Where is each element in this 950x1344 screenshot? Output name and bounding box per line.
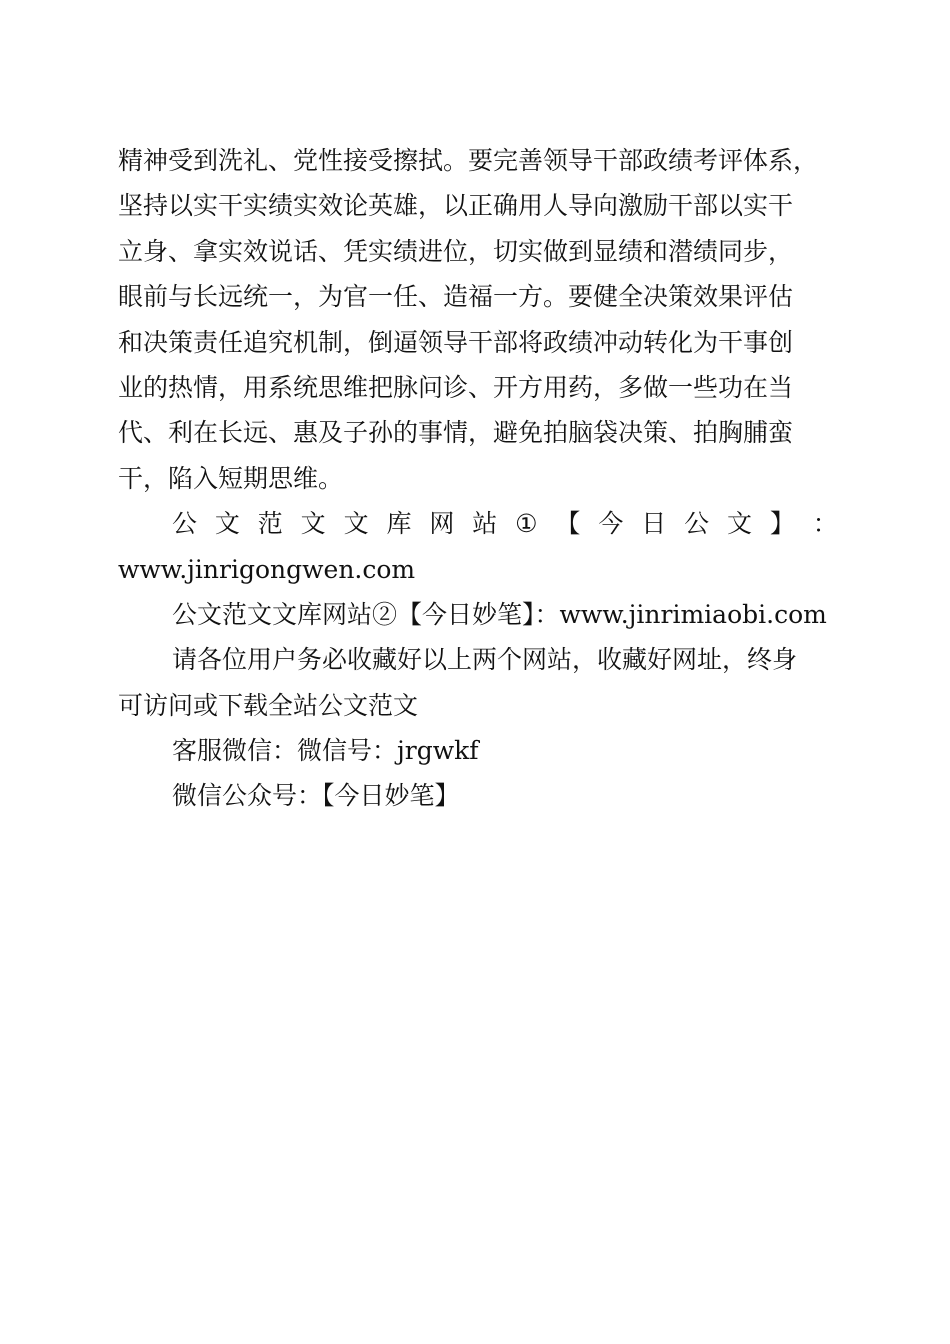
site1-url: www.jinrigongwen.com [118, 554, 416, 584]
site1-char: 公 [684, 509, 710, 539]
body-line-4: 眼前与长远统一，为官一任、造福一方。要健全决策效果评估 [118, 282, 794, 312]
body-line-6: 业的热情，用系统思维把脉问诊、开方用药，多做一些功在当 [118, 372, 794, 402]
site1-char: 库 [386, 509, 412, 539]
site1-char: 日 [641, 509, 667, 539]
notice-line-2: 可访问或下载全站公文范文 [118, 690, 419, 720]
body-line-8: 干，陷入短期思维。 [118, 463, 344, 493]
site1-char: ： [812, 509, 838, 539]
site1-char: 【 [555, 509, 581, 539]
body-line-3: 立身、拿实效说话、凭实绩进位，切实做到显绩和潜绩同步， [118, 236, 794, 266]
site1-char: 网 [429, 509, 455, 539]
document-content [118, 138, 838, 819]
site1-char: 站 [472, 509, 498, 539]
site1-char: 公 [172, 509, 198, 539]
notice-line-1: 请各位用户务必收藏好以上两个网站，收藏好网址，终身 [172, 645, 798, 675]
site1-char: ① [515, 509, 538, 539]
site1-label-line [118, 501, 838, 546]
site1-char: 文 [214, 509, 240, 539]
site1-char: 今 [598, 509, 624, 539]
site1-char: 文 [300, 509, 326, 539]
site1-char: 文 [343, 509, 369, 539]
site2-line: 公文范文文库网站②【今日妙笔】：www.jinrimiaobi.com [172, 599, 827, 629]
site1-char: 】 [769, 509, 795, 539]
official-account: 微信公众号：【今日妙笔】 [172, 781, 460, 811]
site1-char: 文 [726, 509, 752, 539]
body-line-2: 坚持以实干实绩实效论英雄，以正确用人导向激励干部以实干 [118, 191, 794, 221]
site1-char: 范 [257, 509, 283, 539]
customer-service-wechat: 客服微信：微信号：jrgwkf [172, 736, 479, 766]
body-line-1: 精神受到洗礼、党性接受擦拭。要完善领导干部政绩考评体系， [118, 146, 819, 175]
body-line-7: 代、利在长远、惠及子孙的事情，避免拍脑袋决策、拍胸脯蛮 [118, 418, 794, 448]
body-line-5: 和决策责任追究机制，倒逼领导干部将政绩冲动转化为干事创 [118, 327, 794, 357]
